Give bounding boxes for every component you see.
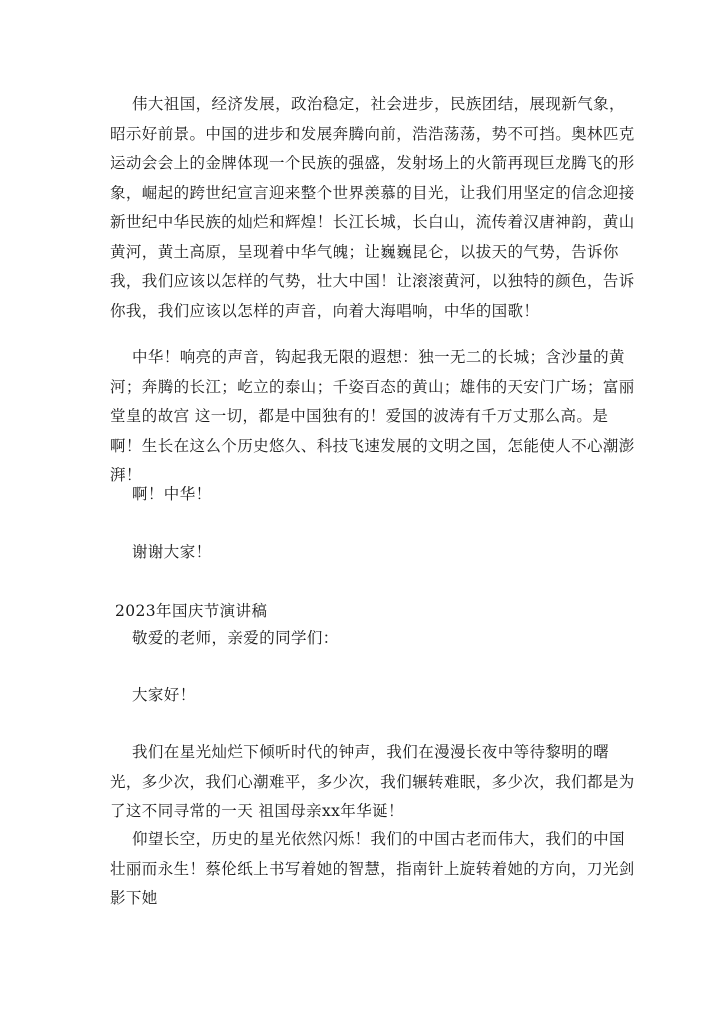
paragraph-thanks: 谢谢大家！ xyxy=(132,543,212,561)
paragraph-national-day: 我们在星光灿烂下倾听时代的钟声，我们在漫漫长夜中等待黎明的曙光，多少次，我们心潮难平，多少次，我们辗转难眠，多少次，我们都是为了这不同寻常的一天 祖国母亲xx年华诞！ xyxy=(110,743,635,820)
paragraph-salutation: 敬爱的老师，亲爱的同学们： xyxy=(132,629,339,647)
paragraph-history: 仰望长空，历史的星光依然闪烁！我们的中国古老而伟大，我们的中国壮丽而永生！蔡伦纸上书写着她的智慧，指南针上旋转着她的方向，刀光剑影下她 xyxy=(110,830,635,907)
paragraph-motherland-praise: 伟大祖国，经济发展，政治稳定，社会进步，民族团结，展现新气象，昭示好前景。中国的进步和发展奔腾向前，浩浩荡荡，势不可挡。奥林匹克运动会会上的金牌体现一个民族的强盛，发射场上的火箭再现巨龙腾飞的形象，崛起的跨世纪宣言迎来整个世界羡慕的目光，让我们用坚定的信念迎接新世纪中华民族的灿烂和辉煌！长江长城，长白山，流传着汉唐神韵，黄山黄河，黄土高原，呈现着中华气魄；让巍巍昆仑，以拔天的气势，告诉你我，我们应该以怎样的气势，壮大中国！让滚滚黄河，以独特的颜色，告诉你我，我们应该以怎样的声音，向着大海唱响，中华的国歌！ xyxy=(110,95,635,320)
speech-title: 2023年国庆节演讲稿 xyxy=(115,602,268,620)
paragraph-china-landmarks: 中华！响亮的声音，钩起我无限的遐想：独一无二的长城；含沙量的黄河；奔腾的长江；屹立的泰山；千姿百态的黄山；雄伟的天安门广场；富丽堂皇的故宫 这一切，都是中国独有的！爱国的波涛有千万丈那么高。是啊！生长在这么个历史悠久、科技飞速发展的文明之国，怎能使人不心潮澎湃！ xyxy=(110,348,635,484)
paragraph-greeting: 大家好！ xyxy=(132,686,196,704)
paragraph-exclamation: 啊！中华！ xyxy=(132,485,212,503)
